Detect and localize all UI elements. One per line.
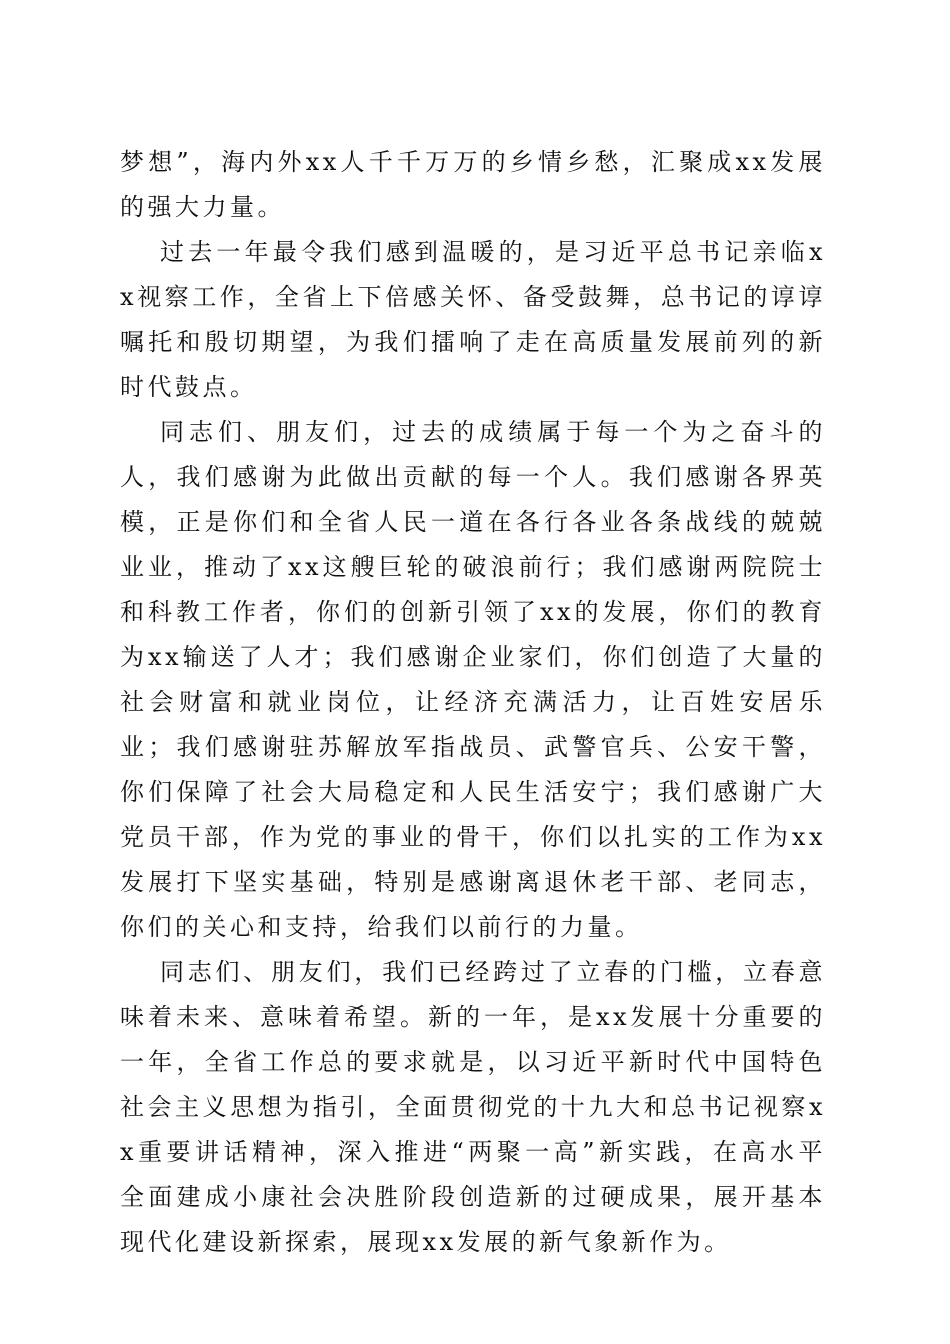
paragraph-acknowledgements: 同志们、朋友们，过去的成绩属于每一个为之奋斗的人，我们感谢为此做出贡献的每一个人。我们感谢各界英模，正是你们和全省人民一道在各行各业各条战线的兢兢业业，推动了xx这艘巨轮的破浪前行；我们感谢两院院士和科教工作者，你们的创新引领了xx的发展，你们的教育为xx输送了人才；我们感谢企业家们，你们创造了大量的社会财富和就业岗位，让经济充满活力，让百姓安居乐业；我们感谢驻苏解放军指战员、武警官兵、公安干警，你们保障了社会大局稳定和人民生活安宁；我们感谢广大党员干部，作为党的事业的骨干，你们以扎实的工作为xx发展打下坚实基础，特别是感谢离退休老干部、老同志，你们的关心和支持，给我们以前行的力量。 <box>120 418 826 941</box>
document-page <box>120 140 826 1265</box>
paragraph-new-year-goals: 同志们、朋友们，我们已经跨过了立春的门槛，立春意味着未来、意味着希望。新的一年，是xx发展十分重要的一年，全省工作总的要求就是，以习近平新时代中国特色社会主义思想为指引，全面贯彻党的十九大和总书记视察xx重要讲话精神，深入推进“两聚一高”新实践，在高水平全面建成小康社会决胜阶段创造新的过硬成果，展开基本现代化建设新探索，展现xx发展的新气象新作为。 <box>120 958 826 1256</box>
paragraph-continuation: 梦想”，海内外xx人千千万万的乡情乡愁，汇聚成xx发展的强大力量。 <box>120 148 826 221</box>
paragraph-inspection-visit: 过去一年最令我们感到温暖的，是习近平总书记亲临xx视察工作，全省上下倍感关怀、备受鼓舞，总书记的谆谆嘱托和殷切期望，为我们擂响了走在高质量发展前列的新时代鼓点。 <box>120 238 826 401</box>
